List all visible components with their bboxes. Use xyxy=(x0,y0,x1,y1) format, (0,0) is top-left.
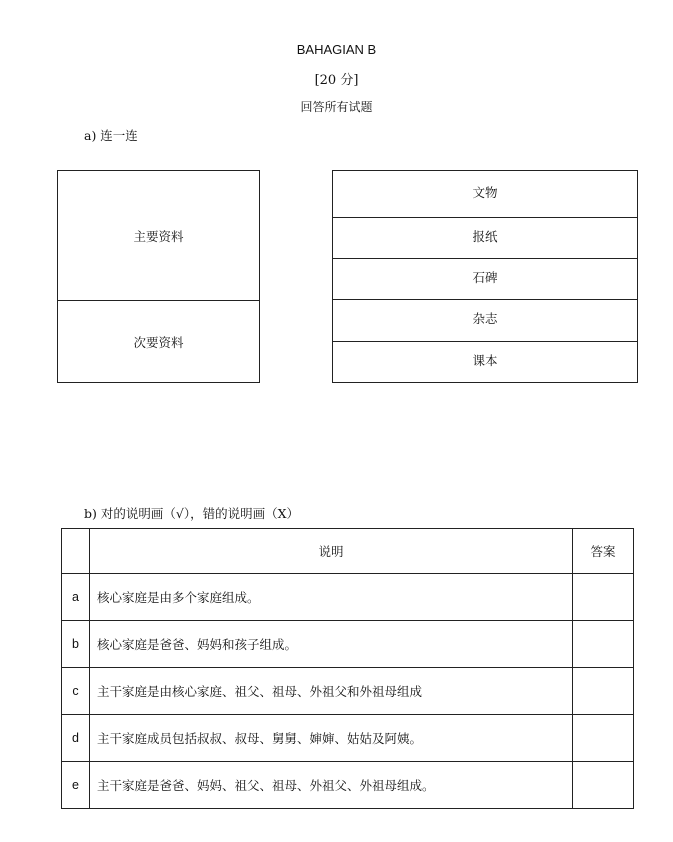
answer-cell[interactable] xyxy=(573,715,634,762)
table-row xyxy=(62,762,634,809)
marks-label: [20 分] xyxy=(314,73,359,88)
table-row xyxy=(62,621,634,668)
right-box-label: 石碑 xyxy=(472,270,498,285)
right-box-label: 报纸 xyxy=(472,229,498,244)
right-box-item[interactable] xyxy=(332,341,638,383)
part-b-label: b) 对的说明画（√），错的说明画（X） xyxy=(84,506,299,521)
section-title: BAHAGIAN B xyxy=(296,42,377,57)
right-box-item[interactable] xyxy=(332,217,638,259)
statement-column-header: 说明 xyxy=(90,529,573,574)
row-statement: 主干家庭成员包括叔叔、叔母、舅舅、婶婶、姑姑及阿姨。 xyxy=(90,715,573,762)
left-box-secondary[interactable] xyxy=(57,300,260,383)
row-letter: c xyxy=(62,668,90,715)
table-row xyxy=(62,668,634,715)
right-box-item[interactable] xyxy=(332,299,638,342)
row-statement: 主干家庭是爸爸、妈妈、祖父、祖母、外祖父、外祖母组成。 xyxy=(90,762,573,809)
row-statement: 核心家庭是由多个家庭组成。 xyxy=(90,574,573,621)
answer-column-header: 答案 xyxy=(573,529,634,574)
right-box-label: 杂志 xyxy=(472,311,498,326)
answer-cell[interactable] xyxy=(573,762,634,809)
header-blank-cell xyxy=(62,529,90,574)
row-statement: 主干家庭是由核心家庭、祖父、祖母、外祖父和外祖母组成 xyxy=(90,668,573,715)
table-row xyxy=(62,574,634,621)
part-a-label: a) 连一连 xyxy=(84,128,138,143)
row-letter: b xyxy=(62,621,90,668)
right-box-item[interactable] xyxy=(332,258,638,300)
answer-cell[interactable] xyxy=(573,574,634,621)
row-letter: a xyxy=(62,574,90,621)
row-statement: 核心家庭是爸爸、妈妈和孩子组成。 xyxy=(90,621,573,668)
right-box-label: 课本 xyxy=(472,353,498,368)
row-letter: d xyxy=(62,715,90,762)
left-box-label: 主要资料 xyxy=(133,228,184,244)
left-box-label: 次要资料 xyxy=(133,334,184,350)
row-letter: e xyxy=(62,762,90,809)
table-row xyxy=(62,715,634,762)
right-box-label: 文物 xyxy=(472,185,498,200)
left-box-primary[interactable] xyxy=(57,170,260,301)
statement-table xyxy=(61,528,634,809)
answer-cell[interactable] xyxy=(573,668,634,715)
answer-cell[interactable] xyxy=(573,621,634,668)
table-header-row xyxy=(62,529,634,574)
instruction-text: 回答所有试题 xyxy=(300,100,373,114)
right-box-item[interactable] xyxy=(332,170,638,218)
